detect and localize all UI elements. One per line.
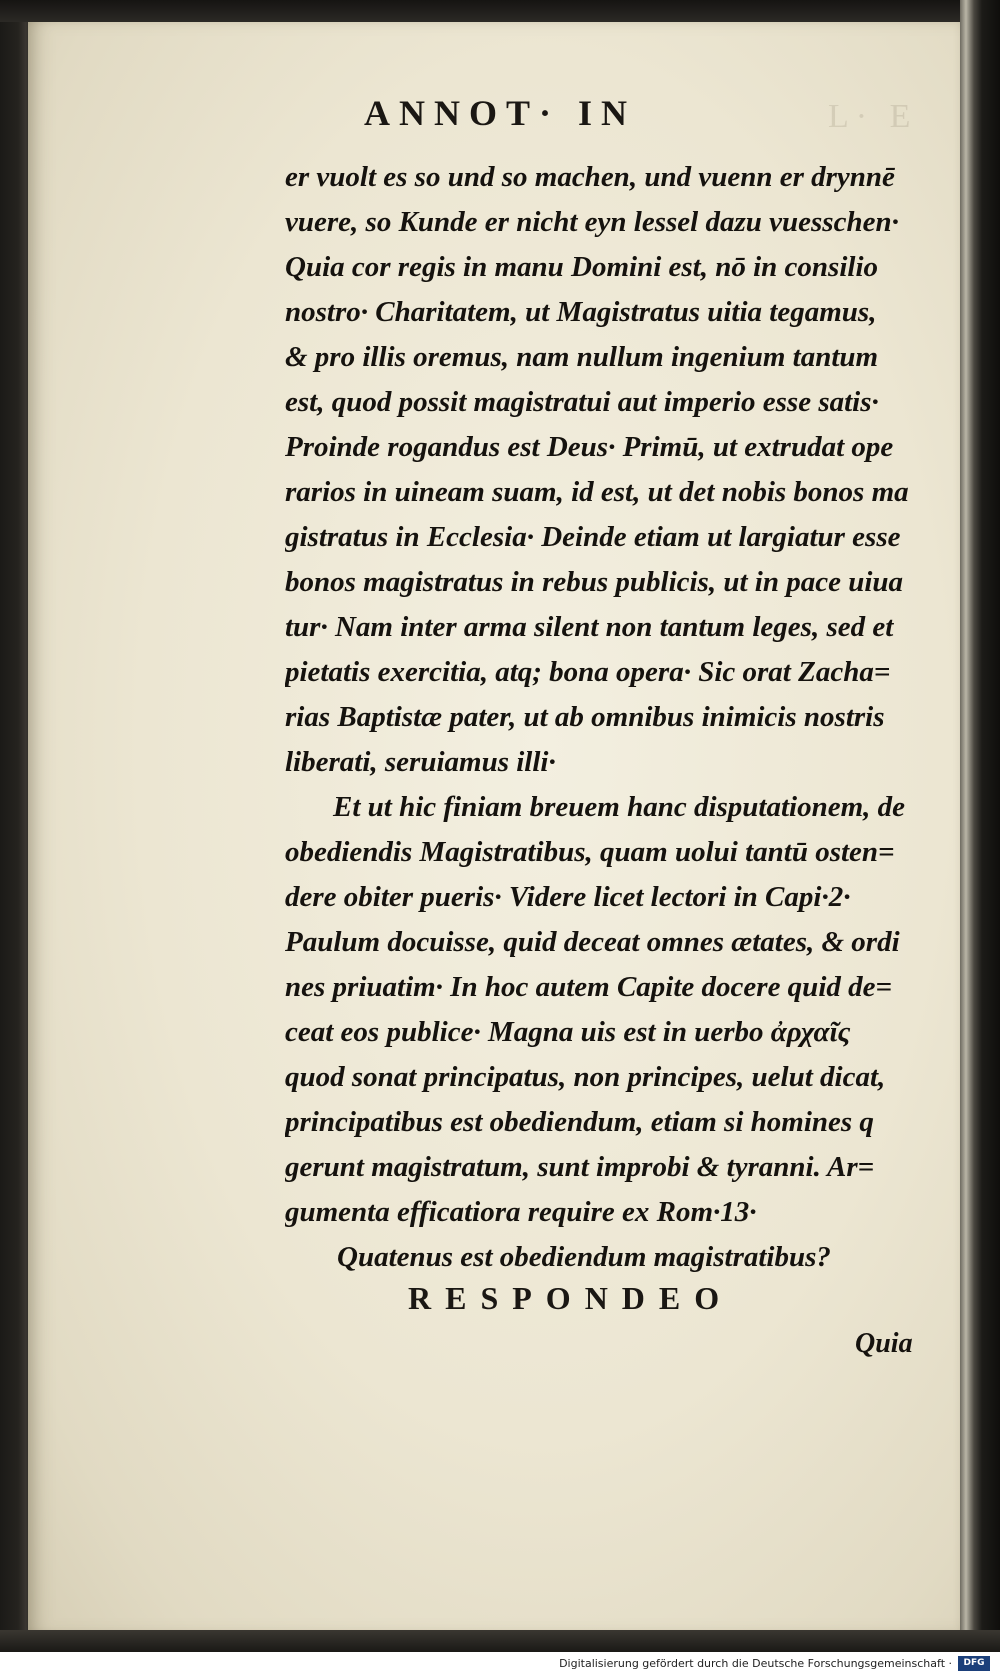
text-line: rarios in uineam suam, id est, ut det nobis bonos ma	[285, 476, 909, 508]
text-line: nostro· Charitatem, ut Magistratus uitia tegamus,	[285, 296, 877, 328]
show-through-ghost-text: L· E	[828, 98, 918, 135]
scan-right-edge	[960, 0, 1000, 1652]
text-line: principatibus est obediendum, etiam si homines q	[285, 1106, 874, 1138]
text-line: er vuolt es so und so machen, und vuenn er drynnē	[285, 161, 895, 193]
text-line: gerunt magistratum, sunt improbi & tyranni. Ar=	[285, 1151, 875, 1183]
text-line: gumenta efficatiora require ex Rom·13·	[285, 1196, 757, 1228]
dfg-logo: DFG	[958, 1656, 990, 1671]
text-line: dere obiter pueris· Videre licet lectori in Capi·2·	[285, 881, 851, 913]
text-line: pietatis exercitia, atq; bona opera· Sic orat Zacha=	[285, 656, 891, 688]
text-line: liberati, seruiamus illi·	[285, 746, 556, 778]
text-line: Paulum docuisse, quid deceat omnes ætates, & ordi	[285, 926, 900, 958]
text-line: rias Baptistæ pater, ut ab omnibus inimicis nostris	[285, 701, 885, 733]
footer-bar	[0, 1652, 1000, 1676]
question-line: Quatenus est obediendum magistratibus?	[337, 1241, 831, 1273]
text-line: est, quod possit magistratui aut imperio esse satis·	[285, 386, 879, 418]
text-line: obediendis Magistratibus, quam uolui tantū osten=	[285, 836, 895, 868]
scan-bottom-edge	[0, 1630, 1000, 1652]
text-line: quod sonat principatus, non principes, uelut dicat,	[285, 1061, 886, 1093]
catchword: Quia	[855, 1328, 913, 1359]
text-line: bonos magistratus in rebus publicis, ut in pace uiua	[285, 566, 904, 598]
text-line: & pro illis oremus, nam nullum ingenium tantum	[285, 341, 879, 373]
text-line: Quia cor regis in manu Domini est, nō in consilio	[285, 251, 879, 283]
text-line: gistratus in Ecclesia· Deinde etiam ut largiatur esse	[285, 521, 901, 553]
funding-credit: Digitalisierung gefördert durch die Deutsche Forschungsgemeinschaft ·	[559, 1657, 952, 1670]
text-line: nes priuatim· In hoc autem Capite docere quid de=	[285, 971, 893, 1003]
scan-top-edge	[0, 0, 1000, 22]
paragraph-start-line: Et ut hic finiam breuem hanc disputationem, de	[333, 791, 906, 823]
text-line: vuere, so Kunde er nicht eyn lessel dazu vuesschen·	[285, 206, 899, 238]
running-head: ANNOT· IN	[363, 93, 637, 133]
text-line: Proinde rogandus est Deus· Primū, ut extrudat ope	[285, 431, 894, 463]
body-text	[285, 155, 933, 1280]
text-line: ceat eos publice· Magna uis est in uerbo ἀρχαῖς	[285, 1016, 851, 1048]
respondeo-heading: RESPONDEO	[408, 1280, 734, 1316]
text-line: tur· Nam inter arma silent non tantum leges, sed et	[285, 611, 894, 643]
